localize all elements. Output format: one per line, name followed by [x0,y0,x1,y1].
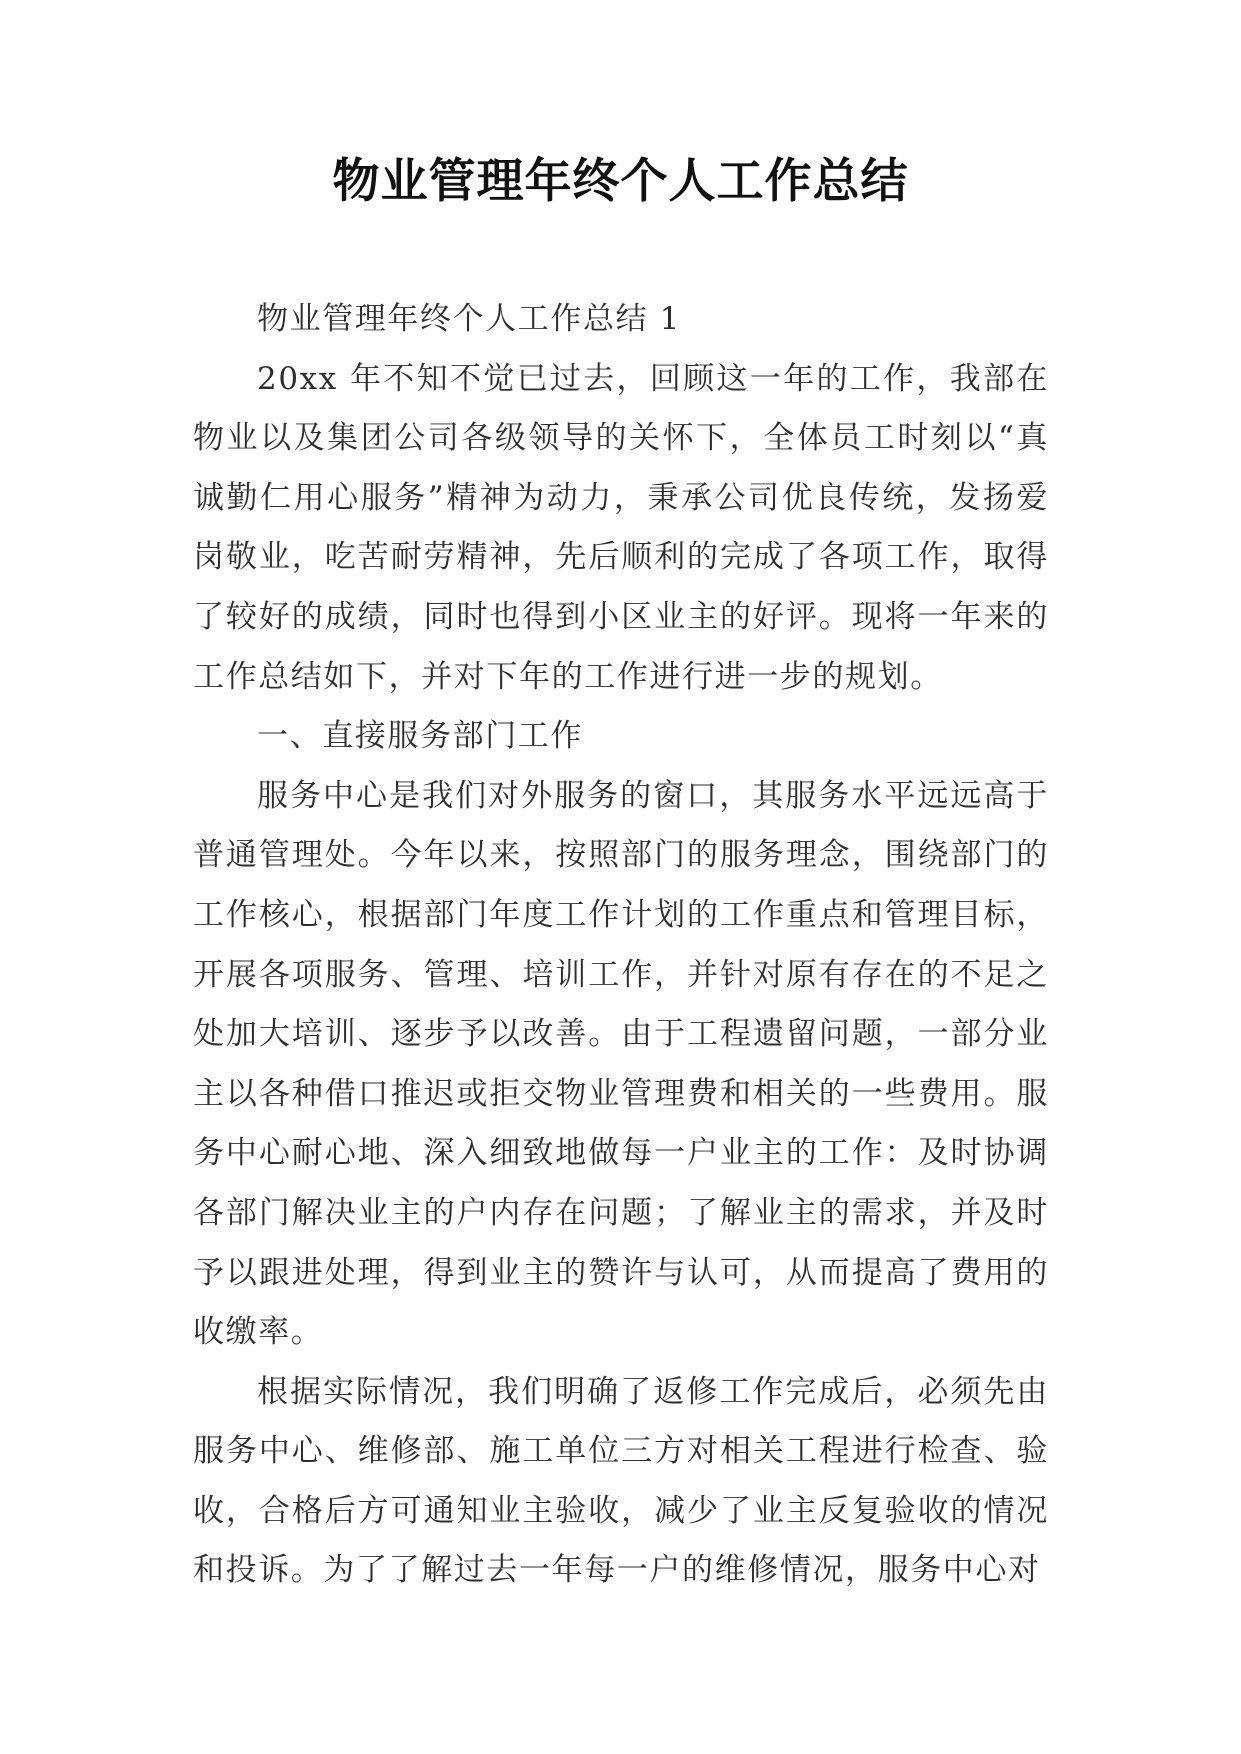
section-heading-direct-service: 一、直接服务部门工作 [257,718,583,755]
paragraph-intro: 20xx 年不知不觉已过去，回顾这一年的工作，我部在物业以及集团公司各级领导的关怀下，全体员工时刻以“真诚勤仁用心服务”精神为动力，秉承公司优良传统，发扬爱岗敬业，吃苦耐劳精神，先后顺利的完成了各项工作，取得了较好的成绩，同时也得到小区业主的好评。现将一年来的工作总结如下，并对下年的工作进行进一步的规划。 [193,360,1049,695]
paragraph-repair-acceptance: 根据实际情况，我们明确了返修工作完成后，必须先由服务中心、维修部、施工单位三方对相关工程进行检查、验收，合格后方可通知业主验收，减少了业主反复验收的情况和投诉。为了了解过去一年每一户的维修情况，服务中心对 [193,1373,1049,1589]
document-title: 物业管理年终个人工作总结 [332,154,909,209]
document-body [193,290,1049,1601]
section-heading: 物业管理年终个人工作总结 1 [257,301,681,337]
paragraph-service-center: 服务中心是我们对外服务的窗口，其服务水平远远高于普通管理处。今年以来，按照部门的服务理念，围绕部门的工作核心，根据部门年度工作计划的工作重点和管理目标，开展各项服务、管理、培训工作，并针对原有存在的不足之处加大培训、逐步予以改善。由于工程遗留问题，一部分业主以各种借口推迟或拒交物业管理费和相关的一些费用。服务中心耐心地、深入细致地做每一户业主的工作：及时协调各部门解决业主的户内存在问题；了解业主的需求，并及时予以跟进处理，得到业主的赞许与认可，从而提高了费用的收缴率。 [193,777,1049,1351]
